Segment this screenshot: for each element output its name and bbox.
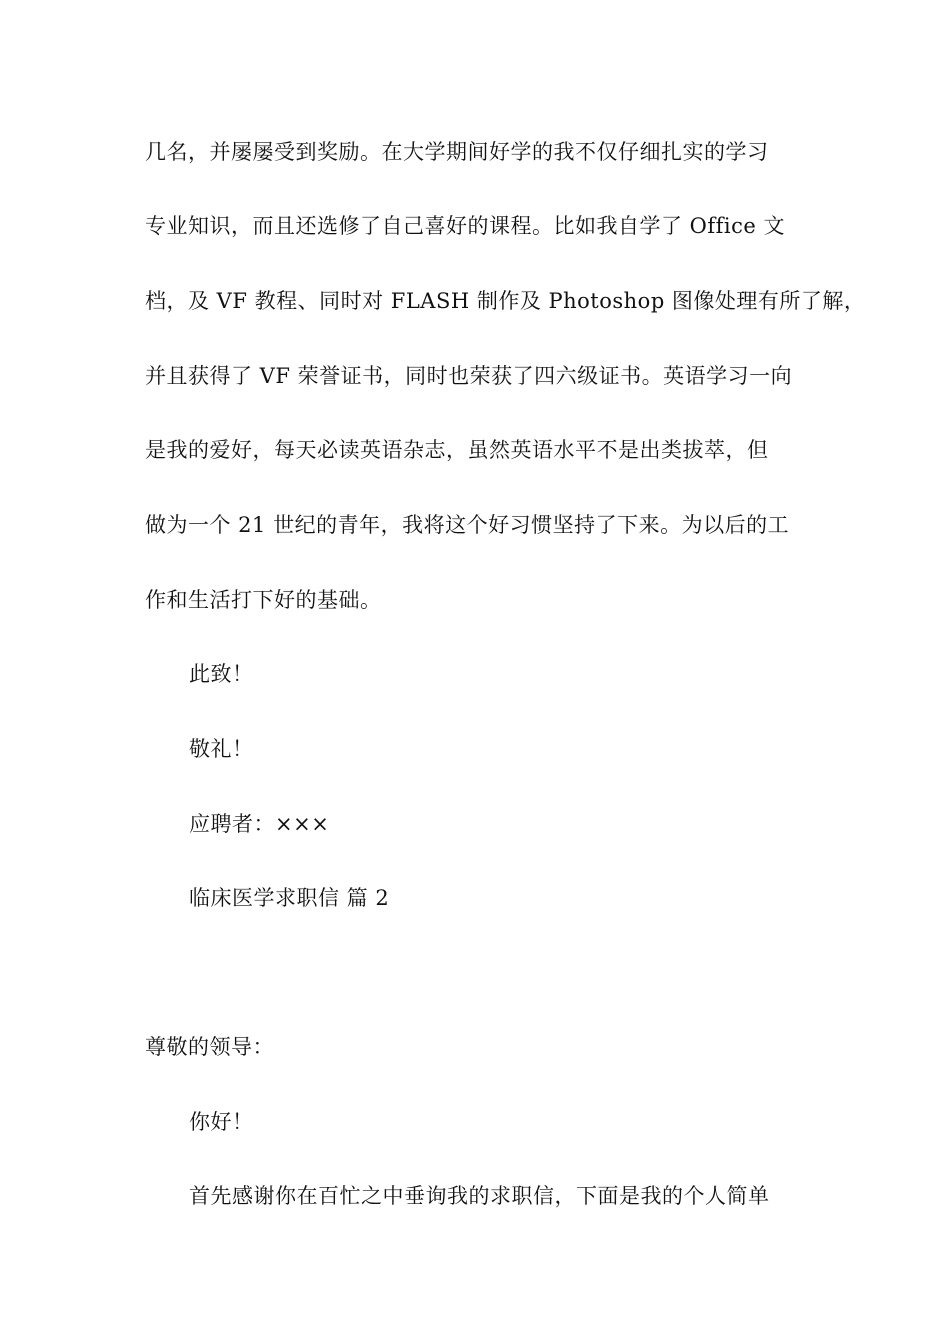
body-text-line: 是我的爱好，每天必读英语杂志，虽然英语水平不是出类拔萃，但 [145,438,769,462]
section-title: 临床医学求职信 篇 2 [189,886,390,910]
body-text-line: 首先感谢你在百忙之中垂询我的求职信，下面是我的个人简单 [189,1184,770,1208]
body-text-line: 几名，并屡屡受到奖励。在大学期间好学的我不仅仔细扎实的学习 [145,140,769,164]
greeting-line: 你好！ [189,1110,254,1134]
body-text-line: 档，及 VF 教程、同时对 FLASH 制作及 Photoshop 图像处理有所了解， [145,289,866,313]
body-text-line: 专业知识，而且还选修了自己喜好的课程。比如我自学了 Office 文 [145,214,786,238]
salutation-line: 尊敬的领导： [145,1035,274,1059]
body-text-line: 做为一个 21 世纪的青年，我将这个好习惯坚持了下来。为以后的工 [145,513,790,537]
body-text-line: 作和生活打下好的基础。 [145,588,382,612]
signature-line: 应聘者：××× [189,812,330,836]
closing-line: 敬礼！ [189,737,254,761]
body-text-line: 并且获得了 VF 荣誉证书，同时也荣获了四六级证书。英语学习一向 [145,364,793,388]
closing-line: 此致！ [189,662,254,686]
